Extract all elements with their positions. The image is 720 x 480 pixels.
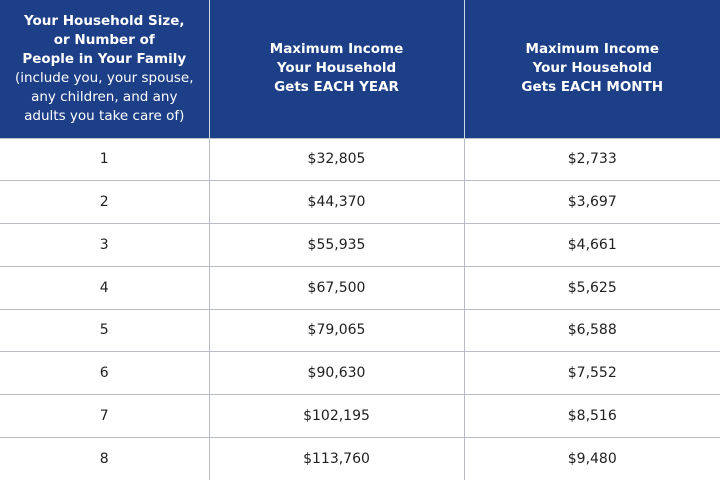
yearly-income-cell: $113,760 bbox=[209, 437, 464, 480]
monthly-income-cell: $7,552 bbox=[464, 352, 720, 395]
header-household-note-3: adults you take care of) bbox=[24, 107, 185, 124]
household-size-cell: 3 bbox=[0, 224, 209, 267]
table-row bbox=[0, 138, 720, 181]
table-header bbox=[0, 0, 720, 138]
header-household-note-1: (include you, your spouse, bbox=[14, 69, 194, 86]
table-row bbox=[0, 437, 720, 480]
yearly-income-cell: $79,065 bbox=[209, 309, 464, 352]
header-household-line-2: or Number of bbox=[53, 31, 155, 48]
yearly-income-cell: $102,195 bbox=[209, 395, 464, 438]
household-size-cell: 7 bbox=[0, 395, 209, 438]
table-body bbox=[0, 138, 720, 480]
household-size-cell: 5 bbox=[0, 309, 209, 352]
header-yearly-line-3: Gets EACH YEAR bbox=[274, 79, 399, 96]
monthly-income-cell: $9,480 bbox=[464, 437, 720, 480]
monthly-income-cell: $4,661 bbox=[464, 224, 720, 267]
header-yearly-line-1: Maximum Income bbox=[269, 41, 404, 58]
table-row bbox=[0, 181, 720, 224]
header-household-size bbox=[0, 0, 209, 138]
household-size-cell: 4 bbox=[0, 266, 209, 309]
household-size-cell: 6 bbox=[0, 352, 209, 395]
household-size-cell: 1 bbox=[0, 138, 209, 181]
table-row bbox=[0, 266, 720, 309]
yearly-income-cell: $55,935 bbox=[209, 224, 464, 267]
header-yearly-line-2: Your Household bbox=[276, 60, 397, 77]
yearly-income-cell: $32,805 bbox=[209, 138, 464, 181]
header-household-line-3: People in Your Family bbox=[22, 50, 187, 67]
header-household-note-2: any children, and any bbox=[31, 88, 178, 105]
header-household-line-1: Your Household Size, bbox=[23, 12, 185, 29]
header-row bbox=[0, 0, 720, 138]
monthly-income-cell: $3,697 bbox=[464, 181, 720, 224]
header-monthly-line-2: Your Household bbox=[532, 60, 652, 77]
yearly-income-cell: $67,500 bbox=[209, 266, 464, 309]
yearly-income-cell: $44,370 bbox=[209, 181, 464, 224]
monthly-income-cell: $6,588 bbox=[464, 309, 720, 352]
table-row bbox=[0, 395, 720, 438]
header-monthly-line-3: Gets EACH MONTH bbox=[521, 79, 664, 96]
table-row bbox=[0, 352, 720, 395]
table-row bbox=[0, 309, 720, 352]
monthly-income-cell: $5,625 bbox=[464, 266, 720, 309]
monthly-income-cell: $2,733 bbox=[464, 138, 720, 181]
table-row bbox=[0, 224, 720, 267]
header-yearly-income bbox=[209, 0, 464, 138]
yearly-income-cell: $90,630 bbox=[209, 352, 464, 395]
household-size-cell: 2 bbox=[0, 181, 209, 224]
monthly-income-cell: $8,516 bbox=[464, 395, 720, 438]
header-monthly-income bbox=[464, 0, 720, 138]
header-monthly-line-1: Maximum Income bbox=[525, 41, 659, 58]
household-size-cell: 8 bbox=[0, 437, 209, 480]
